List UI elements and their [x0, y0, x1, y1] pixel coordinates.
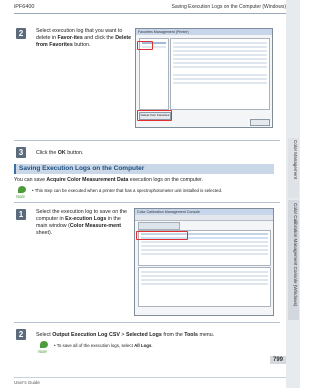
note-1-text: • This step can be executed when a printer that has a spectrophotometer unit installed is selected. — [32, 188, 223, 193]
step-2b-text: Select Output Execution Log CSV > Selected Logs from the Tools menu. — [36, 332, 215, 338]
step-number: 2 — [16, 329, 26, 340]
header-model: iPF6400 — [14, 4, 35, 10]
note-icon — [40, 341, 48, 348]
side-tab-label-1: Color Management — [293, 140, 298, 180]
main-tab-strip[interactable] — [138, 222, 180, 230]
note-2-text: • To save all of the execution logs, select All Logs. — [54, 343, 153, 348]
section-title: Saving Execution Logs on the Computer — [14, 164, 274, 174]
step-number: 1 — [16, 209, 26, 220]
header-title: Saving Execution Logs on the Computer (Windows) — [171, 4, 286, 10]
log-details-pane — [138, 267, 271, 307]
header-divider — [14, 13, 286, 14]
delete-from-favorites-button[interactable]: Delete from Favorites — [139, 112, 171, 120]
step-separator — [14, 140, 280, 141]
step-separator — [14, 322, 280, 323]
page-number: 799 — [270, 356, 286, 364]
favorites-detail-pane — [170, 38, 270, 110]
step-number: 3 — [16, 147, 26, 158]
section-intro: You can save Acquire Color Measurement Data execution logs on the computer. — [14, 177, 203, 183]
note-label: Note — [38, 349, 47, 354]
note-icon — [18, 186, 26, 193]
main-window-screenshot — [134, 208, 274, 316]
footer-text: User's Guide — [14, 380, 40, 385]
step-1-text: Select the execution log to save on the computer in Ex-ecution Logs in the main window (Color Measure-ment sheet). — [36, 209, 127, 236]
step-separator — [14, 202, 280, 203]
favorites-window-title: Favorites Management (Printer) — [136, 29, 272, 35]
highlight-log-row — [136, 231, 188, 240]
step-3-text: Click the OK button. — [36, 150, 84, 156]
footer-divider — [14, 377, 286, 378]
highlight-list-selection — [137, 41, 153, 50]
note-label: Note — [16, 194, 25, 199]
step-number: 2 — [16, 28, 26, 39]
side-tab-label-2: Color Calibration Management Console (Windows) — [293, 203, 298, 307]
main-menubar[interactable] — [135, 215, 273, 221]
highlight-delete-button — [137, 110, 172, 121]
close-button[interactable] — [250, 119, 270, 126]
main-window-title: Color Calibration Management Console — [135, 209, 273, 215]
step-2a-text: Select execution log that you want to delete in Favor-ites and click the Delete from Favorites button. — [36, 28, 132, 48]
